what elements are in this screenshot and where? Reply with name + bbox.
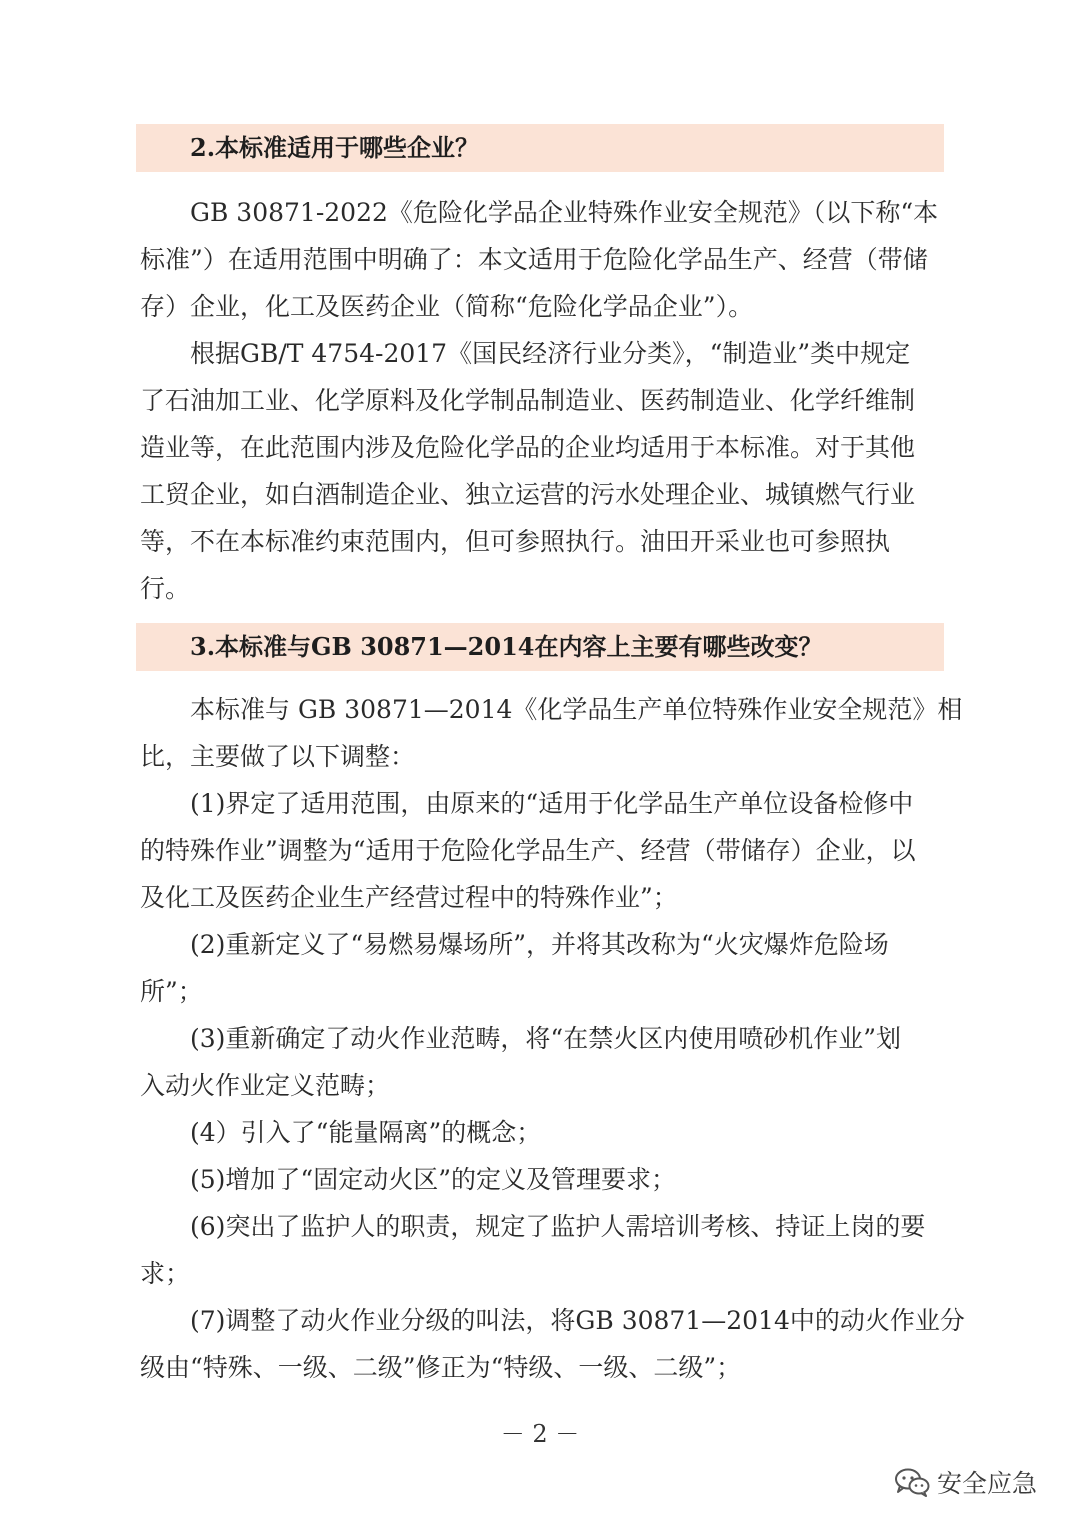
paragraph-line: (2)重新定义了“易燃易爆场所”，并将其改称为“火灾爆炸危险场 (190, 930, 889, 959)
paragraph-line: 标准”）在适用范围中明确了：本文适用于危险化学品生产、经营（带储 (140, 245, 928, 274)
paragraph-line: 造业等，在此范围内涉及危险化学品的企业均适用于本标准。对于其他 (140, 433, 916, 462)
paragraph-line: 入动火作业定义范畴； (140, 1071, 391, 1100)
paragraph-line: 级由“特殊、一级、二级”修正为“特级、一级、二级”； (140, 1353, 742, 1382)
watermark-text: 安全应急 (937, 1469, 1038, 1498)
paragraph-line: 本标准与 GB 30871—2014《化学品生产单位特殊作业安全规范》相 (190, 695, 963, 724)
paragraph-line: 根据GB/T 4754-2017《国民经济行业分类》，“制造业”类中规定 (190, 339, 911, 368)
paragraph-line: 求； (140, 1259, 191, 1288)
paragraph-line: (1)界定了适用范围，由原来的“适用于化学品生产单位设备检修中 (190, 789, 914, 818)
page-number: － 2 － (500, 1420, 580, 1448)
account-watermark (893, 1462, 1037, 1502)
paragraph-line: 等，不在本标准约束范围内，但可参照执行。油田开采业也可参照执 (140, 527, 891, 556)
paragraph-line: (4）引入了“能量隔离”的概念； (190, 1118, 542, 1147)
paragraph-line: (5)增加了“固定动火区”的定义及管理要求； (190, 1165, 676, 1194)
paragraph-line: 的特殊作业”调整为“适用于危险化学品生产、经营（带储存）企业，以 (140, 836, 916, 865)
section-heading: 3.本标准与GB 30871—2014在内容上主要有哪些改变？ (136, 623, 944, 671)
section-heading: 2.本标准适用于哪些企业？ (136, 124, 944, 172)
paragraph-line: 存）企业，化工及医药企业（简称“危险化学品企业”）。 (140, 292, 754, 321)
paragraph-line: 所”； (140, 977, 203, 1006)
paragraph-line: (7)调整了动火作业分级的叫法，将GB 30871—2014中的动火作业分 (190, 1306, 965, 1335)
wechat-icon (893, 1467, 931, 1497)
paragraph-line: 行。 (140, 574, 191, 603)
paragraph-line: 了石油加工业、化学原料及化学制品制造业、医药制造业、化学纤维制 (140, 386, 916, 415)
paragraph-line: 及化工及医药企业生产经营过程中的特殊作业”； (140, 883, 678, 912)
paragraph-line: 比，主要做了以下调整： (140, 742, 416, 771)
paragraph-line: GB 30871-2022《危险化学品企业特殊作业安全规范》（以下称“本 (190, 198, 939, 227)
paragraph-line: (6)突出了监护人的职责，规定了监护人需培训考核、持证上岗的要 (190, 1212, 926, 1241)
paragraph-line: 工贸企业，如白酒制造企业、独立运营的污水处理企业、城镇燃气行业 (140, 480, 916, 509)
paragraph-line: (3)重新确定了动火作业范畴，将“在禁火区内使用喷砂机作业”划 (190, 1024, 901, 1053)
